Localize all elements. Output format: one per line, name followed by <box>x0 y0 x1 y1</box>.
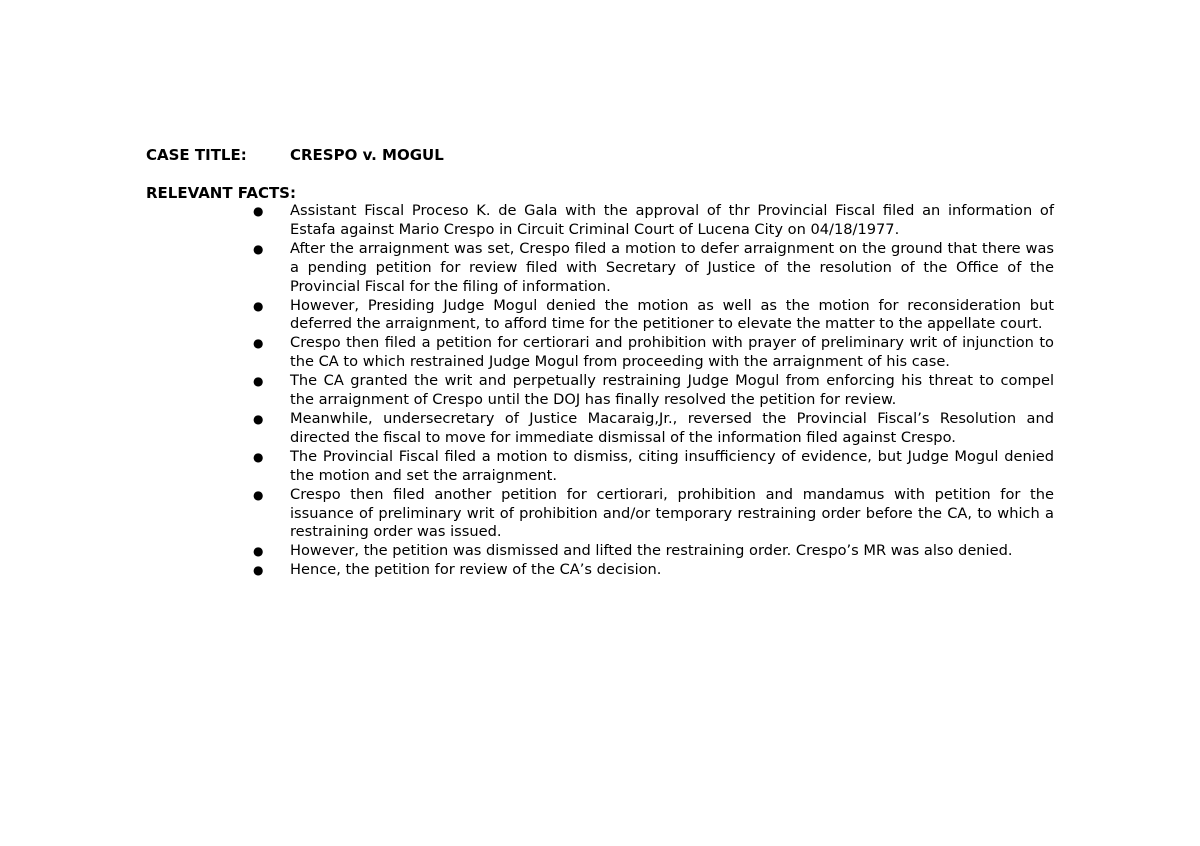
fact-text: Hence, the petition for review of the CA’s decision. <box>290 561 662 579</box>
bullet-dot-icon: ● <box>253 241 264 256</box>
bullet-dot-icon: ● <box>253 487 264 502</box>
fact-text: Assistant Fiscal Proceso K. de Gala with the approval of thr Provincial Fiscal filed an information of Estafa against Mario Crespo in Circuit Criminal Court of Lucena City on 04/18/1977. <box>290 202 1054 238</box>
case-title-label: CASE TITLE: <box>146 146 247 164</box>
fact-item <box>246 334 1054 372</box>
bullet-dot-icon: ● <box>253 544 264 559</box>
bullet-dot-icon: ● <box>253 336 264 351</box>
bullet-dot-icon: ● <box>253 374 264 389</box>
fact-text: The CA granted the writ and perpetually restraining Judge Mogul from enforcing his threat to compel the arraignment of Crespo until the DOJ has finally resolved the petition for review. <box>290 372 1054 409</box>
case-title-row <box>146 146 444 165</box>
bullet-dot-icon: ● <box>253 298 264 313</box>
relevant-facts-list <box>246 202 1054 580</box>
fact-text: Meanwhile, undersecretary of Justice Macaraig,Jr., reversed the Provincial Fiscal’s Resolution and directed the fiscal to move for immediate dismissal of the information filed against Crespo. <box>290 409 1054 446</box>
bullet-dot-icon: ● <box>253 411 264 426</box>
fact-item <box>246 410 1054 448</box>
fact-text: The Provincial Fiscal filed a motion to dismiss, citing insufficiency of evidence, but Judge Mogul denied the motion and set the arraignment. <box>290 447 1054 484</box>
fact-item <box>246 372 1054 410</box>
fact-item <box>246 240 1054 297</box>
fact-item <box>246 561 1054 580</box>
fact-text: After the arraignment was set, Crespo filed a motion to defer arraignment on the ground that there was a pending petition for review filed with Secretary of Justice of the resolution of the Office of the Provincial Fiscal for the filing of information. <box>290 239 1054 295</box>
bullet-dot-icon: ● <box>253 449 264 464</box>
fact-item <box>246 448 1054 486</box>
fact-text: Crespo then filed a petition for certiorari and prohibition with prayer of preliminary writ of injunction to the CA to which restrained Judge Mogul from proceeding with the arraignment of his case. <box>290 334 1054 371</box>
relevant-facts-heading: RELEVANT FACTS: <box>146 184 296 202</box>
fact-text: However, Presiding Judge Mogul denied the motion as well as the motion for reconsideration but deferred the arraignment, to afford time for the petitioner to elevate the matter to the appellate court. <box>290 296 1054 333</box>
fact-text: Crespo then filed another petition for certiorari, prohibition and mandamus with petition for the issuance of preliminary writ of prohibition and/or temporary restraining order before the CA, to which a restraining order was issued. <box>290 485 1054 541</box>
fact-item <box>246 486 1054 543</box>
fact-item <box>246 297 1054 335</box>
fact-text: However, the petition was dismissed and lifted the restraining order. Crespo’s MR was also denied. <box>290 542 1013 560</box>
fact-item <box>246 202 1054 240</box>
bullet-dot-icon: ● <box>253 204 264 218</box>
fact-item <box>246 542 1054 561</box>
case-title-value: CRESPO v. MOGUL <box>290 146 444 164</box>
bullet-dot-icon: ● <box>253 563 264 578</box>
